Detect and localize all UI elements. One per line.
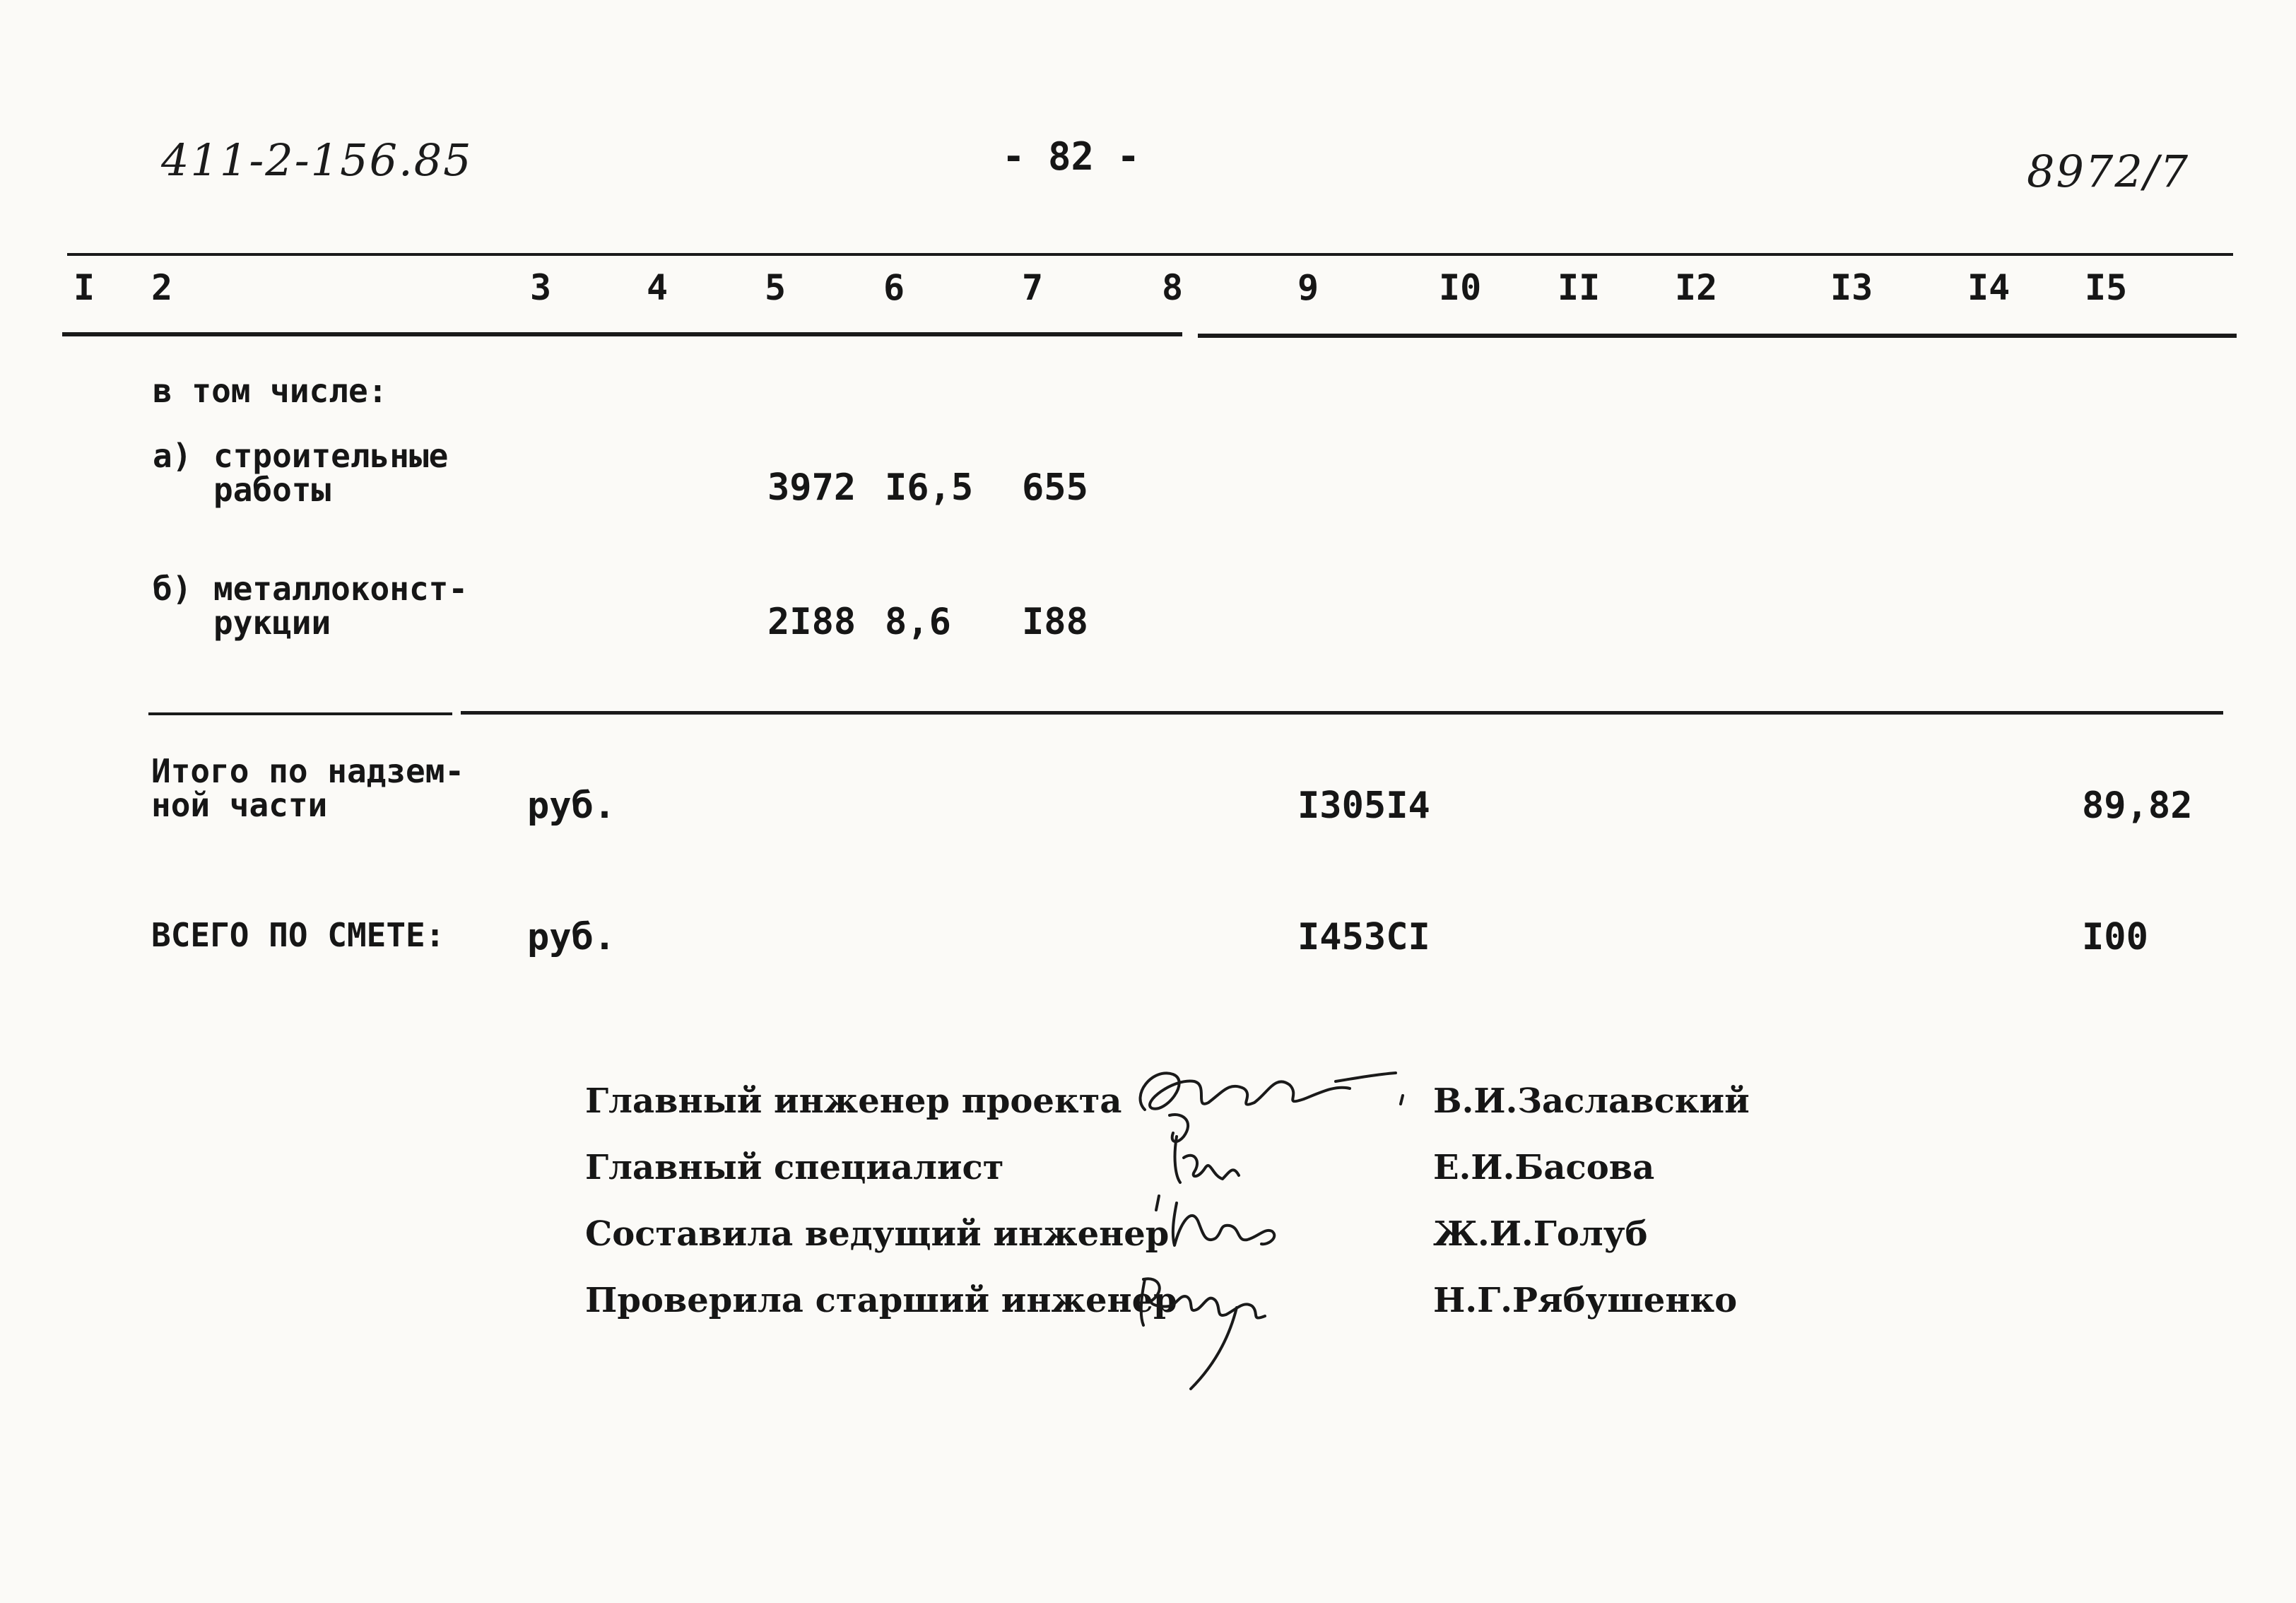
document-code: 411-2-156.85 [161, 134, 473, 186]
row-a-col5: 3972 [767, 466, 856, 509]
column-header-14: I4 [1967, 267, 2011, 308]
header-top-rule [67, 253, 2233, 256]
header-bottom-rule-right [1198, 334, 2237, 338]
sheet-code: 8972/7 [2027, 146, 2190, 197]
column-header-3: 3 [530, 267, 552, 308]
column-header-5: 5 [765, 267, 787, 308]
column-header-10: I0 [1439, 267, 1482, 308]
column-header-2: 2 [151, 267, 173, 308]
signatory-role-3: Составила ведущий инженер [585, 1214, 1170, 1254]
row-b-marker: б) [153, 570, 192, 608]
signatory-role-2: Главный специалист [585, 1148, 1004, 1187]
including-label: в том числе: [153, 372, 388, 410]
signatory-name-4: Н.Г.Рябушенко [1433, 1281, 1738, 1320]
grand-total-col9: I453CI [1297, 916, 1430, 958]
signatory-name-3: Ж.И.Голуб [1433, 1214, 1648, 1254]
signatory-name-2: Е.И.Басова [1433, 1148, 1655, 1187]
row-a-name-line1: строительные [213, 437, 449, 475]
row-b-col6: 8,6 [885, 601, 951, 643]
grand-total-unit: руб. [527, 916, 616, 958]
header-bottom-rule-left [62, 332, 1182, 336]
row-a-marker: а) [153, 437, 192, 475]
grand-total-col15: I00 [2082, 916, 2148, 958]
subtotal-unit: руб. [527, 785, 616, 827]
subtotal-col9: I305I4 [1297, 785, 1430, 827]
column-header-8: 8 [1162, 267, 1184, 308]
row-a-name-line2: работы [213, 471, 331, 509]
subtotal-label-line1: Итого по надзем- [151, 752, 465, 790]
signature-3 [1138, 1182, 1293, 1260]
section-rule-left [148, 712, 452, 715]
column-header-7: 7 [1022, 267, 1044, 308]
row-b-name-line2: рукции [213, 604, 331, 642]
column-header-9: 9 [1297, 267, 1319, 308]
row-b-name-line1: металлоконст- [213, 570, 469, 608]
column-header-12: I2 [1675, 267, 1718, 308]
column-header-1: I [73, 267, 95, 308]
signature-4 [1131, 1265, 1314, 1392]
column-header-6: 6 [883, 267, 905, 308]
row-a-col6: I6,5 [885, 466, 974, 509]
signatory-name-1: В.И.Заславский [1433, 1081, 1750, 1121]
grand-total-label: ВСЕГО ПО СМЕТЕ: [151, 916, 445, 954]
column-header-15: I5 [2085, 267, 2128, 308]
signature-2 [1155, 1108, 1254, 1193]
signatory-role-4: Проверила старший инженер [585, 1281, 1177, 1320]
subtotal-col15: 89,82 [2082, 785, 2193, 827]
column-header-4: 4 [647, 267, 669, 308]
column-header-11: II [1558, 267, 1601, 308]
row-b-col7: I88 [1022, 601, 1088, 643]
page-number: - 82 - [1002, 134, 1141, 179]
subtotal-label-line2: ной части [151, 786, 328, 824]
signatory-role-1: Главный инженер проекта [585, 1081, 1122, 1121]
row-a-col7: 655 [1022, 466, 1088, 509]
column-header-13: I3 [1830, 267, 1873, 308]
row-b-col5: 2I88 [767, 601, 856, 643]
section-rule-right [461, 711, 2223, 715]
